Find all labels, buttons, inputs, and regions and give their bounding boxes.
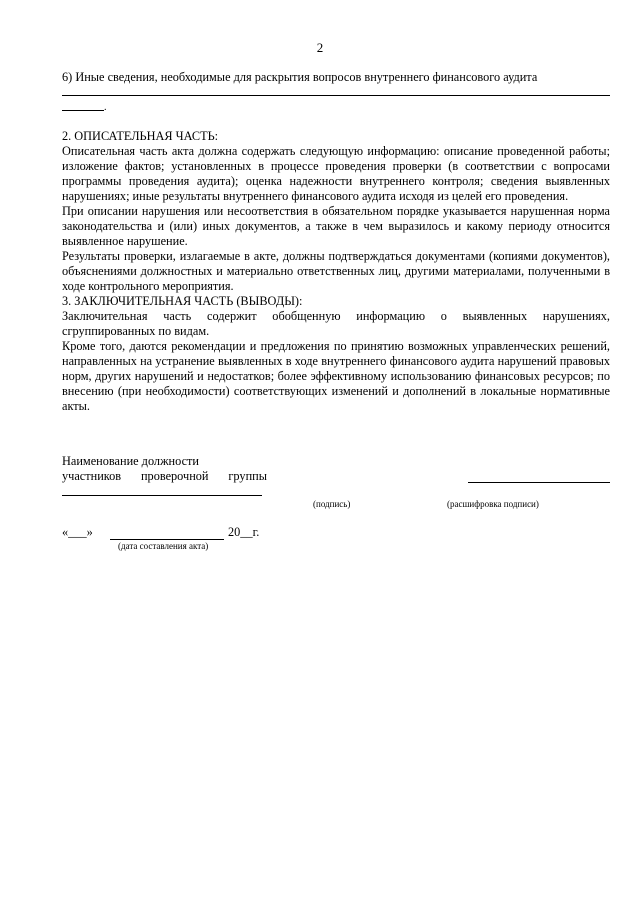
- decoding-line: [468, 482, 610, 483]
- decoding-caption: (расшифровка подписи): [447, 499, 539, 509]
- date-year: 20__г.: [228, 525, 260, 539]
- position-label-line1: Наименование должности: [62, 454, 200, 468]
- position-word-3: группы: [228, 469, 267, 483]
- date-caption: (дата составления акта): [118, 541, 209, 551]
- position-word-2: проверочной: [140, 469, 209, 483]
- page-number: 2: [316, 40, 324, 55]
- section3-paragraph-1: Заключительная часть содержит обобщенную информацию о выявленных нарушениях, сгруппированных по видам.: [62, 309, 610, 338]
- position-label-line2: [62, 469, 267, 484]
- section3-heading: 3. ЗАКЛЮЧИТЕЛЬНАЯ ЧАСТЬ (ВЫВОДЫ):: [62, 294, 303, 308]
- section3-paragraph-2: Кроме того, даются рекомендации и предложения по принятию возможных управленческих решений, направленных на устранение выявленных в ходе внутреннего финансового аудита нарушений правовых норм, других нарушений и недостатков; более эффективному использованию финансовых ресурсов; по внесению (при необходимости) соответствующих изменений и дополнений в локальные нормативные акты.: [62, 339, 610, 413]
- date-month-line: [110, 539, 224, 540]
- position-fill-line: [62, 495, 262, 496]
- item6-text: 6) Иные сведения, необходимые для раскрытия вопросов внутреннего финансового аудита: [62, 70, 538, 84]
- section2-paragraph-1: Описательная часть акта должна содержать следующую информацию: описание проведенной работы; изложение фактов; установленных в процессе проведения проверки (в соответствии с вопросами программы проведения аудита); оценка надежности внутреннего контроля; сведения выявленных нарушениях; иные результаты внутреннего финансового аудита исходя из целей его проведения.: [62, 144, 610, 203]
- position-word-1: участников: [62, 469, 122, 483]
- section2: [62, 129, 610, 414]
- item6-fill-line-short: [62, 110, 104, 111]
- section2-paragraph-3: Результаты проверки, излагаемые в акте, должны подтверждаться документами (копиями документов), объяснениями должностных и материально ответственных лиц, другими материалами, полученными в ходе контрольного мероприятия.: [62, 249, 610, 293]
- date-day: «___»: [62, 525, 93, 539]
- section2-paragraph-2: При описании нарушения или несоответствия в обязательном порядке указывается нарушенная норма законодательства и (или) иных документов, а также в чем выразилось и какому периоду относится выявленное нарушение.: [62, 204, 610, 248]
- signature-caption: (подпись): [313, 499, 351, 509]
- section2-heading: 2. ОПИСАТЕЛЬНАЯ ЧАСТЬ:: [62, 129, 219, 143]
- item6-fill-line: [62, 95, 610, 96]
- item6-end-mark: .: [104, 102, 107, 113]
